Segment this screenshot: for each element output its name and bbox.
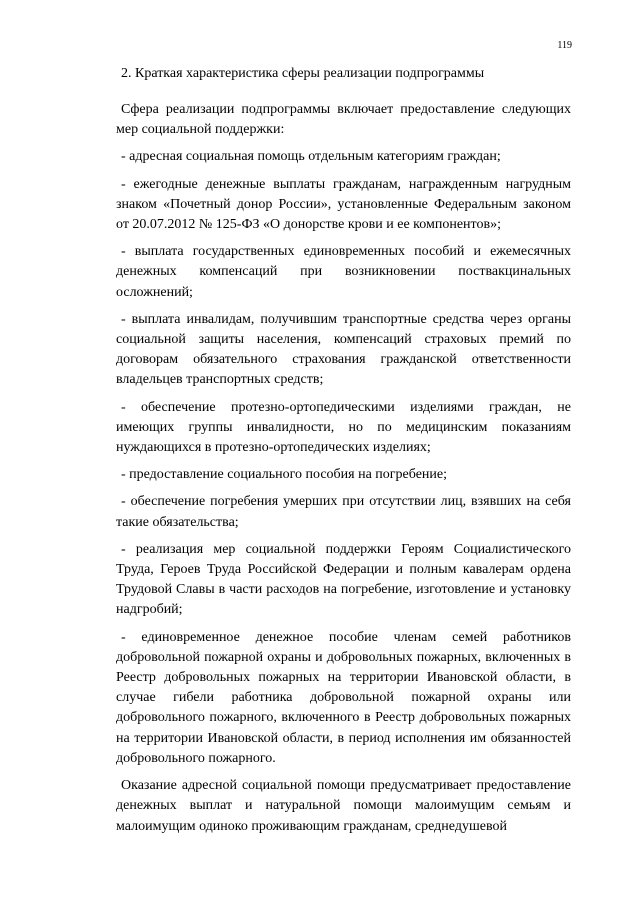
page-number: 119	[557, 40, 572, 51]
list-item-burial-allowance: - предоставление социального пособия на погребение;	[121, 467, 447, 483]
document-body	[116, 100, 571, 837]
list-item-targeted-social-assistance: - адресная социальная помощь отдельным категориям граждан;	[121, 149, 501, 165]
closing-paragraph: Оказание адресной социальной помощи предусматривает предоставление денежных выплат и натуральной помощи малоимущим семьям и малоимущим одиноко проживающим гражданам, среднедушевой	[116, 778, 571, 834]
section-heading: 2. Краткая характеристика сферы реализации подпрограммы	[121, 66, 485, 81]
intro-paragraph: Сфера реализации подпрограммы включает предоставление следующих мер социальной поддержки:	[116, 102, 571, 138]
list-item-heroes-support: - реализация мер социальной поддержки Героям Социалистического Труда, Героев Труда Российской Федерации и полным кавалерам ордена Трудовой Славы в части расходов на погребение, изготовление и установку надгробий;	[116, 541, 571, 618]
list-item-insurance-compensation: - выплата инвалидам, получившим транспортные средства через органы социальной защиты населения, компенсаций страховых премий по договорам обязательного страхования гражданской ответственности владельцев транспортных средств;	[116, 311, 571, 388]
list-item-donor-payments: - ежегодные денежные выплаты гражданам, награжденным нагрудным знаком «Почетный донор России», установленные Федеральным законом от 20.07.2012 № 125-ФЗ «О донорстве крови и ее компонентов»;	[116, 176, 571, 233]
document-content	[116, 66, 571, 844]
list-item-post-vaccination-compensation: - выплата государственных единовременных пособий и ежемесячных денежных компенсаций при возникновении поствакцинальных осложнений;	[116, 244, 571, 300]
list-item-firefighter-families-allowance: - единовременное денежное пособие членам семей работников добровольной пожарной охраны и добровольных пожарных, включенных в Реестр добровольных пожарных на территории Ивановской области, в случае гибели работника добровольной пожарной охраны или добровольного пожарного, включенного в Реестр добровольных пожарных на территории Ивановской области, в период исполнения им обязанностей добровольного пожарного.	[116, 629, 571, 766]
list-item-burial-provision: - обеспечение погребения умерших при отсутствии лиц, взявших на себя такие обязательства;	[116, 494, 571, 530]
list-item-prosthetic-provision: - обеспечение протезно-ортопедическими изделиями граждан, не имеющих группы инвалидности, но по медицинским показаниям нуждающихся в протезно-ортопедических изделиях;	[116, 399, 571, 456]
